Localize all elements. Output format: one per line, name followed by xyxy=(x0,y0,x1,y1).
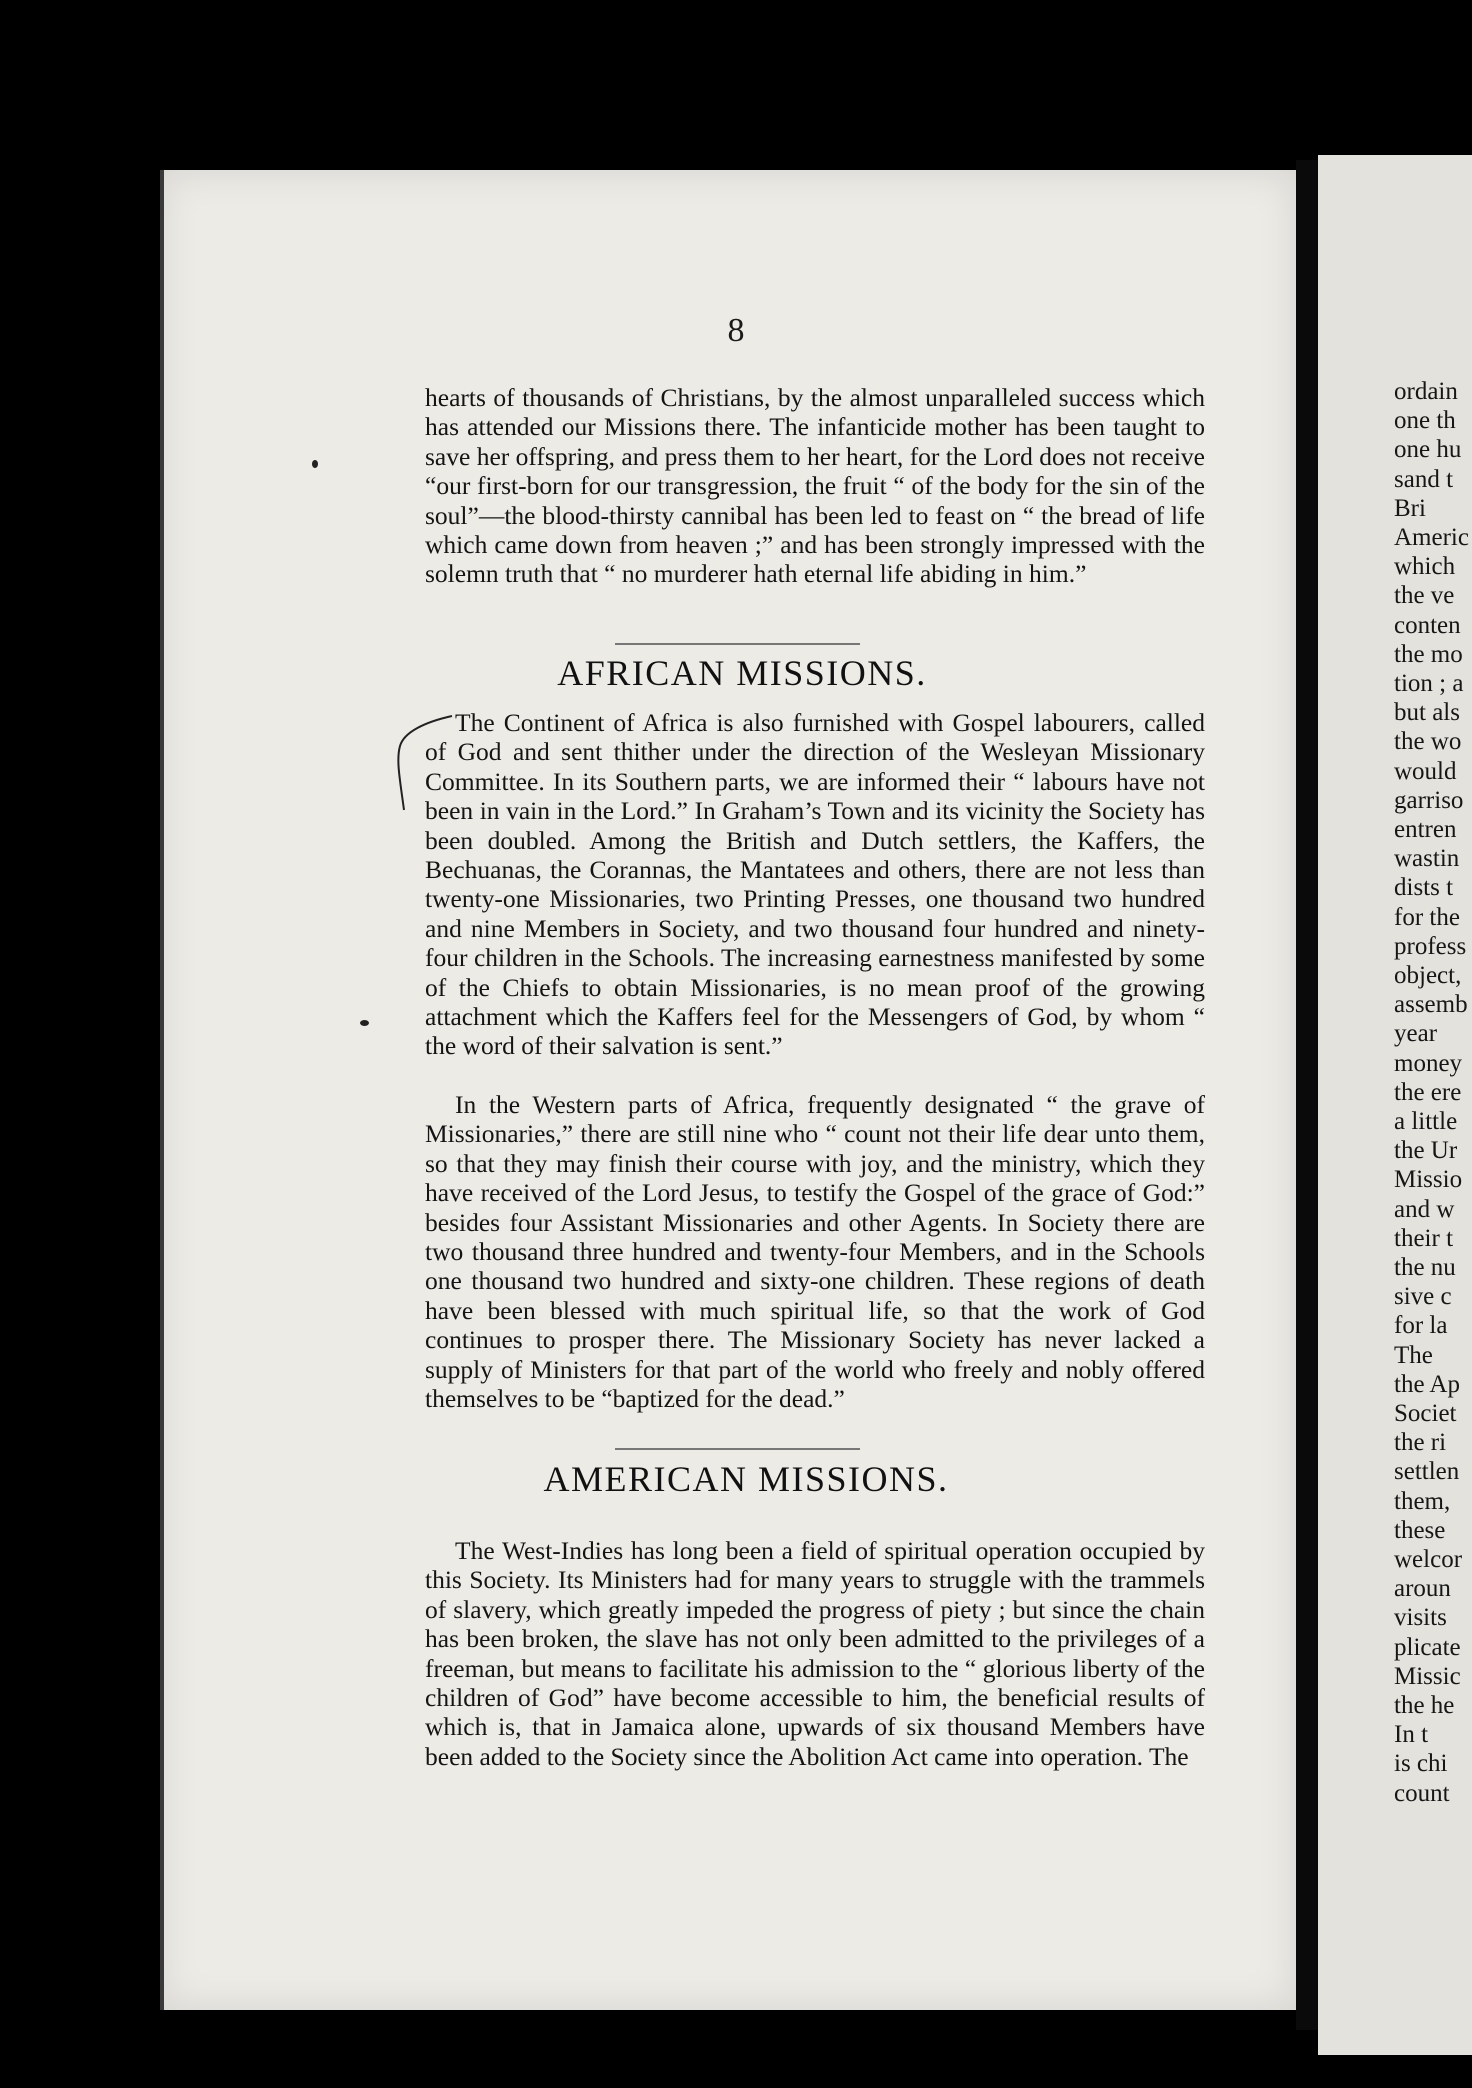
next-page-line: the he xyxy=(1394,1692,1455,1719)
paragraph-africa-south xyxy=(425,708,1205,1061)
paragraph-africa-west-text: In the Western parts of Africa, frequently designated “ the grave of Missionaries,” there are still nine who “ count not their life dear unto them, so that they may finish their course with joy, and the ministry, which they have received of the Lord Jesus, to testify the Gospel of the grace of God:” besides four Assistant Missionaries and other Agents. In Society there are two thousand three hundred and twenty-four Members, and in the Schools one thousand two hundred and sixty-one children. These regions of death have been blessed with much spiritual life, so that the work of God continues to prosper there. The Missionary Society has never lacked a supply of Ministers for that part of the world who freely and nobly offered themselves to be “baptized for the dead.” xyxy=(425,1090,1205,1414)
heading-american-missions: AMERICAN MISSIONS. xyxy=(543,1459,949,1499)
page-number: 8 xyxy=(727,312,745,349)
next-page-line: the ve xyxy=(1394,582,1455,610)
next-page-line: aroun xyxy=(1394,1575,1451,1603)
next-page-line: count xyxy=(1394,1779,1450,1807)
next-page-line: for the xyxy=(1394,903,1460,931)
next-page-line: and w xyxy=(1394,1195,1455,1223)
section-divider xyxy=(615,643,860,645)
paragraph-intro xyxy=(425,383,1205,589)
next-page-line: one th xyxy=(1394,407,1456,435)
next-page-line: year xyxy=(1394,1020,1438,1048)
next-page-line: assemb xyxy=(1394,991,1468,1019)
paragraph-africa-south-text: The Continent of Africa is also furnished with Gospel labourers, called of God and sent thither under the direction of the Wesleyan Missionary Committee. In its Southern parts, we are informed their “ labours have not been in vain in the Lord.” In Graham’s Town and its vicinity the Society has been doubled. Among the British and Dutch settlers, the Kaffers, the Bechuanas, the Corannas, the Mantatees and others, there are not less than twenty-one Missionaries, two Printing Presses, one thousand two hundred and nine Members in Society, and two thousand four hundred and ninety-four children in the Schools. The increasing earnestness manifested by some of the Chiefs to obtain Missionaries, is no mean proof of the growing attachment which the Kaffers feel for the Messengers of God, by whom “ the word of their salvation is sent.” xyxy=(425,708,1205,1061)
next-page-line: conten xyxy=(1394,611,1461,639)
next-page-line: is chi xyxy=(1394,1750,1448,1778)
next-page-line: ordain xyxy=(1394,378,1458,405)
next-page-line: tion ; a xyxy=(1394,670,1464,697)
next-page-line: the ere xyxy=(1394,1078,1462,1106)
next-page-line: Americ xyxy=(1394,524,1469,551)
next-page-line: settlen xyxy=(1394,1458,1460,1486)
next-page-line: object, xyxy=(1394,962,1462,989)
next-page-line: entren xyxy=(1394,816,1457,843)
next-page-line: Societ xyxy=(1394,1400,1457,1427)
next-page-line: but als xyxy=(1394,699,1460,727)
next-page-line: In t xyxy=(1394,1721,1429,1749)
next-page-line: one hu xyxy=(1394,436,1462,464)
paragraph-west-indies xyxy=(425,1536,1205,1771)
next-page-line: the Ur xyxy=(1394,1137,1458,1165)
next-page-line: Bri xyxy=(1394,494,1426,522)
page-right-fragment xyxy=(1318,155,1472,2055)
next-page-line: which xyxy=(1394,553,1456,581)
next-page-line: the mo xyxy=(1394,640,1463,668)
margin-speck xyxy=(360,1020,369,1026)
next-page-line: these xyxy=(1394,1516,1446,1544)
next-page-line: the Ap xyxy=(1394,1370,1460,1398)
next-page-line: visits xyxy=(1394,1604,1447,1632)
next-page-line: would xyxy=(1394,757,1457,785)
book-gutter xyxy=(1296,160,1318,2030)
heading-african-missions: AFRICAN MISSIONS. xyxy=(557,653,927,693)
next-page-line: welcor xyxy=(1394,1546,1463,1573)
paragraph-west-indies-text: The West-Indies has long been a field of spiritual operation occupied by this Society. Its Ministers had for many years to struggle with the trammels of slavery, which greatly impeded the progress of piety ; but since the chain has been broken, the slave has not only been admitted to the privileges of a freeman, but means to facilitate his admission to the “ glorious liberty of the children of God” have become accessible to him, the beneficial results of which is, that in Jamaica alone, upwards of six thousand Members have been added to the Society since the Abolition Act came into operation. The xyxy=(425,1536,1205,1771)
next-page-line: sive c xyxy=(1394,1283,1452,1311)
next-page-line: profess xyxy=(1394,932,1467,960)
next-page-line: the ri xyxy=(1394,1429,1447,1457)
next-page-line: the nu xyxy=(1394,1254,1456,1281)
next-page-line: for la xyxy=(1394,1312,1448,1340)
next-page-line: sand t xyxy=(1394,465,1454,493)
next-page-line: them, xyxy=(1394,1487,1451,1515)
next-page-line: Missic xyxy=(1394,1662,1461,1690)
paragraph-intro-text: hearts of thousands of Christians, by the almost unparalleled success which has attended our Missions there. The infanticide mother has been taught to save her offspring, and press them to her heart, for the Lord does not receive “our first-born for our transgression, the fruit “ of the body for the sin of the soul”—the blood-thirsty cannibal has been led to feast on “ the bread of life which came down from heaven ;” and has been strongly impressed with the solemn truth that “ no murderer hath eternal life abiding in him.” xyxy=(425,383,1205,589)
next-page-line: the wo xyxy=(1394,728,1462,756)
next-page-line: money xyxy=(1394,1049,1463,1077)
page-edge xyxy=(160,170,164,2010)
next-page-line: dists t xyxy=(1394,874,1454,902)
margin-speck xyxy=(312,460,318,468)
next-page-line: plicate xyxy=(1394,1633,1461,1661)
next-page-line: wastin xyxy=(1394,845,1460,873)
next-page-line: garriso xyxy=(1394,786,1464,814)
section-divider xyxy=(615,1448,860,1450)
next-page-line: Missio xyxy=(1394,1166,1463,1194)
next-page-line: their t xyxy=(1394,1224,1454,1252)
paragraph-africa-west xyxy=(425,1090,1205,1413)
next-page-line: a little xyxy=(1394,1108,1458,1135)
next-page-line: The xyxy=(1394,1341,1433,1369)
